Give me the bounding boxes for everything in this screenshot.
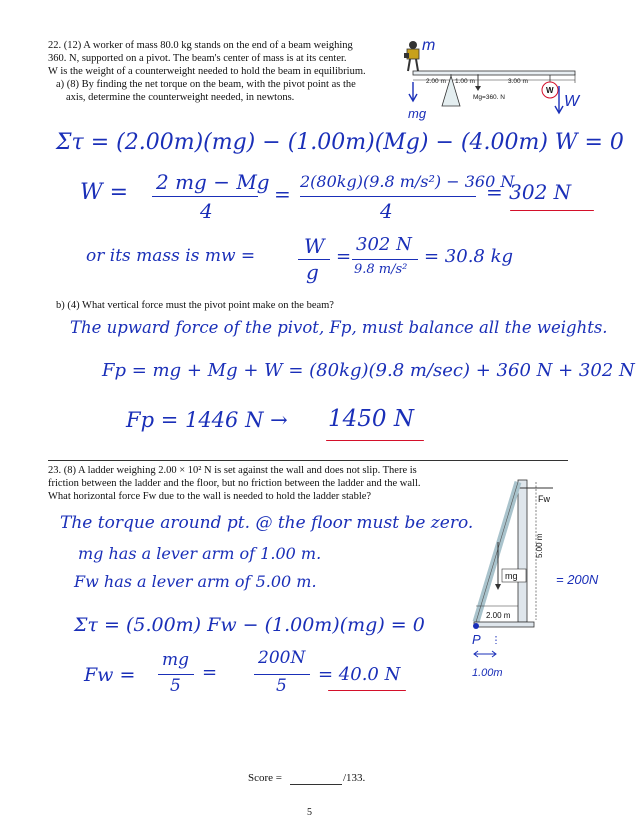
fraction-4-denominator: 9.8 m/s² (354, 262, 408, 277)
ladder-fraction-2-bar (254, 674, 310, 675)
q23-line-1: 23. (8) A ladder weighing 2.00 × 10² N is set against the wall and does not slip. There is (48, 465, 417, 476)
lever-arm-label: 1.00m (472, 667, 503, 679)
pivot-force-result: Fp = 1446 N → (126, 408, 288, 432)
fraction-3-denominator: g (306, 260, 319, 284)
ladder-weight-value: = 200N (556, 572, 599, 587)
fraction-4-numerator: 302 N (356, 234, 412, 255)
q22a-line-2: axis, determine the counterweight needed, in newtons. (66, 92, 295, 103)
ladder-fraction-2-denominator: 5 (276, 676, 287, 696)
dimension-1m: 1.00 m (455, 78, 475, 85)
fraction-4-bar (352, 259, 418, 260)
q22-line-3: W is the weight of a counterweight needed to hold the beam in equilibrium. (48, 66, 366, 77)
fraction-2-numerator: 2(80kg)(9.8 m/s²) − 360 N (300, 172, 515, 191)
beam (413, 71, 575, 75)
ladder-fraction-1-numerator: mg (162, 650, 190, 670)
q22a-line-1: a) (8) By finding the net torque on the beam, with the pivot point as the (56, 79, 356, 90)
floor (474, 622, 534, 627)
beam-weight-label: Mg=360. N (473, 94, 505, 101)
height-label: 5.00 m (535, 533, 544, 558)
pivot-p-label: P (472, 632, 481, 647)
score-total: /133. (343, 772, 366, 784)
pivot-explanation: The upward force of the pivot, Fp, must balance all the weights. (70, 318, 608, 337)
q22-question-text (48, 39, 398, 104)
base-label: 2.00 m (486, 611, 511, 620)
ladder-diagram (468, 476, 618, 686)
w-equals-label: W = (80, 180, 129, 205)
equals-sign-1: = (274, 182, 291, 206)
ladder-fraction-2-numerator: 200N (258, 648, 306, 668)
worker-mass-label: m (422, 37, 436, 54)
ladder-torque-equation: Στ = (5.00m) Fw − (1.00m)(mg) = 0 (74, 614, 425, 636)
q23-line-2: friction between the ladder and the floor, but no friction between the ladder and the wall. (48, 478, 421, 489)
ladder-equals-sign: = (202, 662, 218, 683)
worker-figure (404, 41, 419, 71)
answer-underline-2 (326, 440, 424, 441)
page-number: 5 (307, 807, 312, 818)
ladder-explanation-1: The torque around pt. @ the floor must be zero. (60, 513, 474, 533)
pivot-force-answer: 1450 N (328, 406, 414, 432)
pivot-force-equation: Fp = mg + Mg + W = (80kg)(9.8 m/sec) + 360 N + 302 N (102, 360, 635, 381)
counterweight-answer: = 302 N (486, 180, 572, 204)
fraction-3-numerator: W (304, 234, 325, 258)
fraction-1-denominator: 4 (200, 199, 213, 223)
fraction-1-numerator: 2 mg − Mg (156, 170, 270, 194)
ladder-mg-label: mg (505, 571, 518, 581)
ladder-explanation-2: mg has a lever arm of 1.00 m. (78, 544, 322, 563)
score-label: Score = (248, 772, 282, 784)
fw-label: Fw (538, 494, 550, 504)
ladder-fraction-1-bar (158, 674, 194, 675)
torque-equation: Στ = (2.00m)(mg) − (1.00m)(Mg) − (4.00m) W = 0 (56, 130, 624, 155)
q22-line-1: 22. (12) A worker of mass 80.0 kg stands on the end of a beam weighing (48, 40, 353, 51)
mass-line-label: or its mass is mw = (86, 246, 256, 266)
fraction-2-bar (300, 196, 476, 197)
answer-underline-1 (510, 210, 594, 211)
score-blank-line (290, 784, 342, 785)
fraction-2-denominator: 4 (380, 199, 393, 223)
counterweight-label: W (546, 86, 554, 95)
mass-answer: = 30.8 kg (424, 246, 514, 267)
fw-equals-label: Fw = (84, 664, 136, 686)
wall (518, 480, 527, 622)
ladder-fraction-1-denominator: 5 (170, 676, 181, 696)
answer-underline-3 (328, 690, 406, 691)
q22-line-2: 360. N, supported on a pivot. The beam's center of mass is at its center. (48, 53, 347, 64)
beam-pivot-diagram (396, 36, 596, 124)
question-divider (48, 460, 568, 461)
fraction-1-bar (152, 196, 258, 197)
mg-arrow-label: mg (408, 106, 427, 121)
equals-sign-2: = (336, 246, 352, 267)
dimension-3m: 3.00 m (508, 78, 528, 85)
wall-force-answer: = 40.0 N (318, 664, 401, 685)
q23-line-3: What horizontal force Fw due to the wall is needed to hold the ladder stable? (48, 491, 372, 502)
dimension-2m: 2.00 m (426, 78, 446, 85)
ladder-explanation-3: Fw has a lever arm of 5.00 m. (74, 572, 317, 591)
q22b-question: b) (4) What vertical force must the pivot point make on the beam? (56, 300, 334, 311)
w-arrow-label: W (564, 93, 580, 110)
